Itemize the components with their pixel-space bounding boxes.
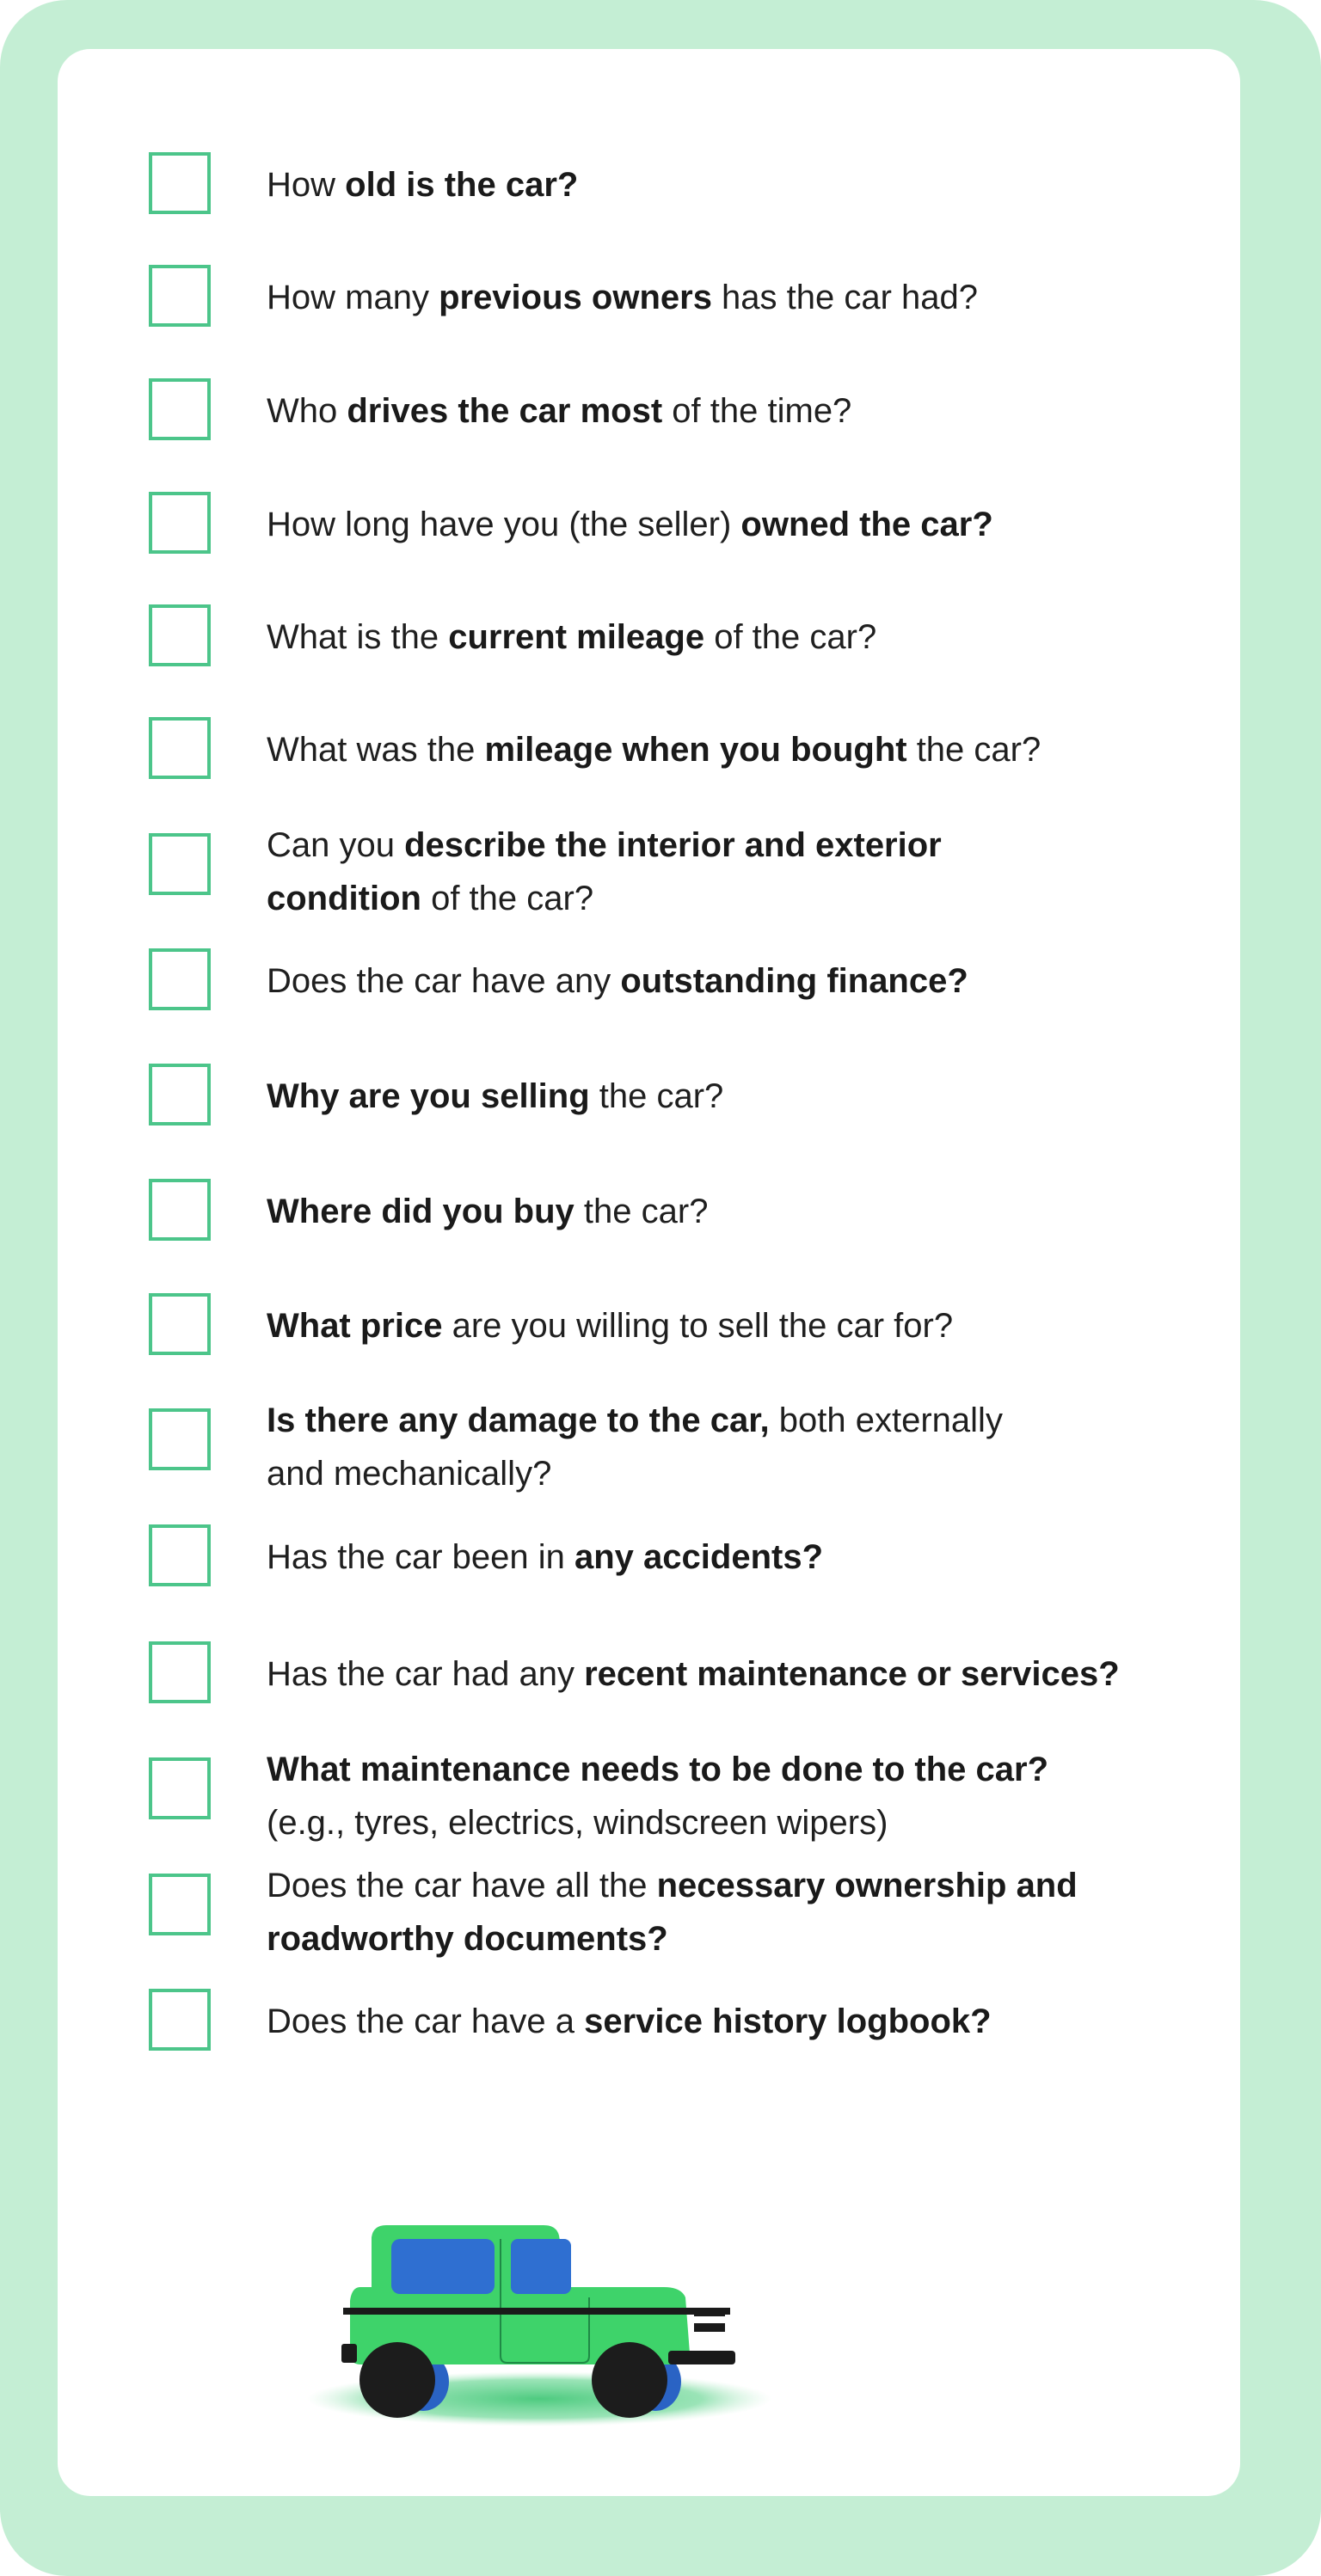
checkbox[interactable] [149,1757,211,1819]
front-bumper [668,2351,735,2364]
checkbox[interactable] [149,378,211,440]
label-text: the car? [906,731,1041,769]
rear-window [391,2239,495,2294]
label-text: What is the [267,618,449,656]
label-emphasis: previous owners [439,279,712,316]
label-text: are you willing to sell the car for? [442,1307,954,1345]
checklist-item-label [267,1743,1213,1849]
checklist-item-label [267,158,1213,212]
checklist-item-label [267,271,1213,324]
checkbox[interactable] [149,1179,211,1241]
label-text: Does the car have a [267,2003,585,2040]
label-text: the car? [574,1193,709,1230]
checkbox[interactable] [149,717,211,779]
label-text: How [267,166,346,204]
checkbox[interactable] [149,265,211,327]
label-text: the car? [589,1077,724,1115]
label-emphasis: outstanding finance? [620,962,968,1000]
checkbox[interactable] [149,1524,211,1586]
label-emphasis: describe the interior and exterior [404,826,942,864]
label-emphasis: owned the car? [740,506,993,543]
checklist-item-label [267,498,1213,551]
label-text: Has the car had any [267,1655,585,1693]
label-emphasis: roadworthy documents? [267,1920,668,1958]
label-emphasis: Why are you selling [267,1077,590,1115]
label-text: Can you [267,826,405,864]
label-text: Who [267,392,347,430]
checkbox[interactable] [149,1641,211,1703]
checklist-item-label [267,1530,1213,1584]
front-window [511,2239,571,2294]
front-grille-mid [694,2323,725,2332]
label-emphasis: Where did you buy [267,1193,574,1230]
checkbox[interactable] [149,604,211,666]
label-text: has the car had? [711,279,979,316]
label-text: of the car? [421,880,594,917]
checklist-item-label [267,384,1213,438]
side-trim [343,2308,730,2315]
checkbox[interactable] [149,492,211,554]
label-emphasis: mileage when you bought [484,731,907,769]
checklist-item-label [267,1859,1213,1966]
checklist-item-label [267,819,1213,925]
checklist-item-label [267,1299,1213,1352]
label-emphasis: service history logbook? [584,2003,992,2040]
front-wheel [592,2342,667,2418]
label-emphasis: necessary ownership and [656,1867,1078,1904]
label-emphasis: recent maintenance or services? [584,1655,1120,1693]
checklist-item-label [267,1394,1213,1500]
label-text: Has the car been in [267,1538,574,1576]
checklist-item-label [267,1995,1213,2048]
label-emphasis: drives the car most [347,392,663,430]
label-text: both externally [769,1401,1003,1439]
label-text: (e.g., tyres, electrics, windscreen wipers) [267,1804,888,1842]
checkbox[interactable] [149,1874,211,1935]
label-emphasis: old is the car? [345,166,579,204]
label-text: How many [267,279,439,316]
checklist-item-label [267,1647,1213,1701]
rear-bumper [341,2344,357,2363]
checkbox[interactable] [149,948,211,1010]
label-emphasis: any accidents? [574,1538,824,1576]
front-grille-top [694,2308,725,2316]
checklist-item-label [267,610,1213,664]
car-icon [298,2150,986,2459]
label-text: of the time? [662,392,852,430]
checkbox[interactable] [149,1293,211,1355]
checkbox[interactable] [149,1408,211,1470]
checkbox[interactable] [149,1064,211,1125]
label-emphasis: condition [267,880,421,917]
label-emphasis: What price [267,1307,443,1345]
label-emphasis: Is there any damage to the car, [267,1401,770,1439]
label-text: Does the car have any [267,962,621,1000]
checklist-item-label [267,1070,1213,1123]
label-text: Does the car have all the [267,1867,657,1904]
rear-wheel [359,2342,435,2418]
checkbox[interactable] [149,152,211,214]
checklist-card [58,49,1240,2496]
checklist-item-label [267,1185,1213,1238]
checkbox[interactable] [149,833,211,895]
checkbox[interactable] [149,1989,211,2051]
label-text: of the car? [704,618,877,656]
label-text: How long have you (the seller) [267,506,741,543]
label-text: and mechanically? [267,1455,552,1493]
checklist-item-label [267,954,1213,1008]
label-emphasis: What maintenance needs to be done to the car? [267,1751,1049,1788]
checklist-item-label [267,723,1213,776]
label-emphasis: current mileage [448,618,705,656]
label-text: What was the [267,731,485,769]
